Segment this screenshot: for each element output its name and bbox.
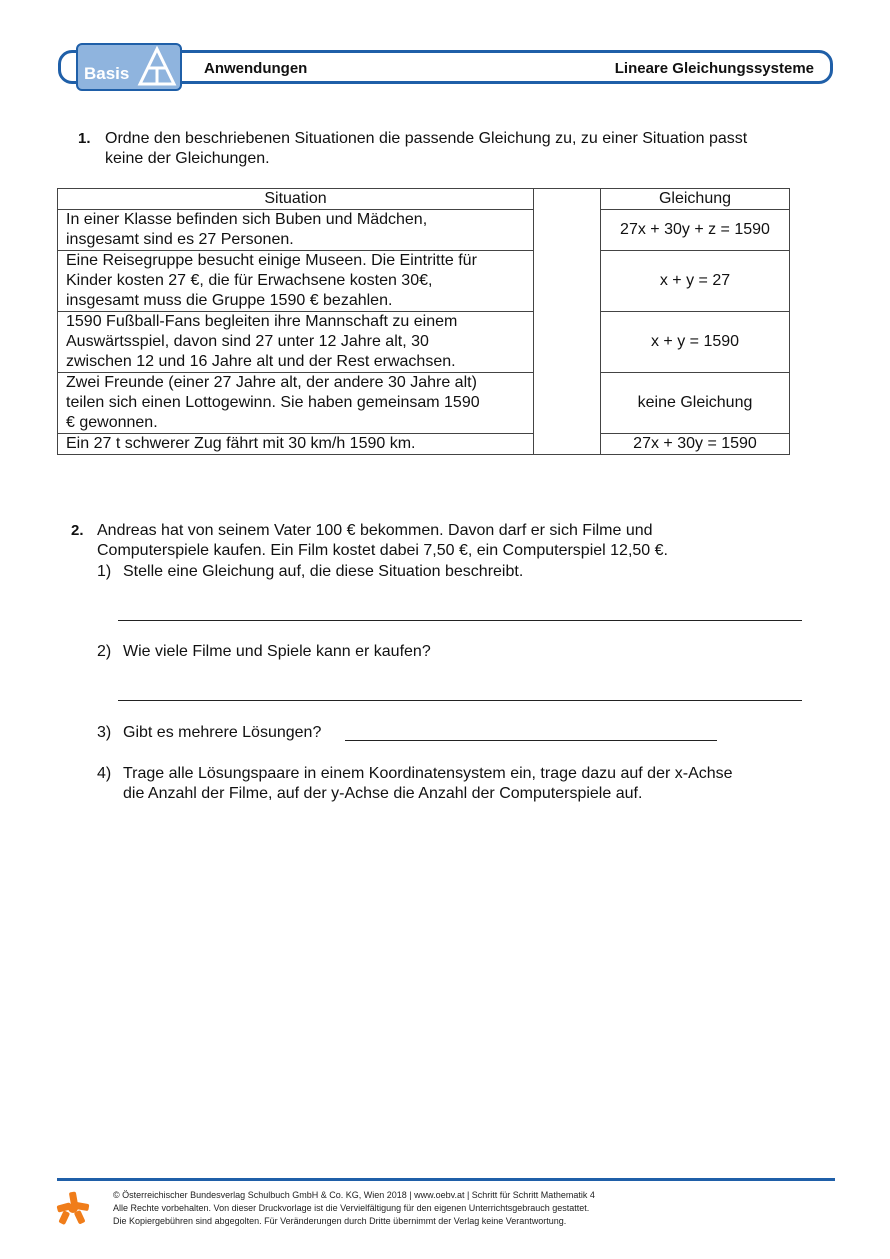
situation-cell: Ein 27 t schwerer Zug fährt mit 30 km/h 1590 km.	[58, 434, 534, 455]
table-row	[58, 434, 790, 455]
table-row	[58, 251, 790, 312]
task2-number: 2.	[71, 522, 84, 539]
footer-copyright: © Österreichischer Bundesverlag Schulbuch GmbH & Co. KG, Wien 2018 | www.oebv.at | Schritt für Schritt Mathematik 4 Alle Rechte vorbehalten. Von dieser Druckvorlage ist die Vervielfältigung für den eigenen Unterrichtsgebrauch gestattet. Die Kopiergebühren sind abgegolten. Für Veränderungen durch Dritte übernimmt der Verlag keine Verantwortung.	[113, 1190, 595, 1226]
situation-cell: In einer Klasse befinden sich Buben und Mädchen, insgesamt sind es 27 Personen.	[58, 210, 534, 251]
footer-rule	[57, 1178, 835, 1181]
situation-cell: 1590 Fußball-Fans begleiten ihre Mannschaft zu einem Auswärtsspiel, davon sind 27 unter 12 Jahre alt, 30 zwischen 12 und 16 Jahre alt und der Rest erwachsen.	[58, 312, 534, 373]
task2-intro-line1: Andreas hat von seinem Vater 100 € bekommen. Davon darf er sich Filme und	[97, 522, 653, 539]
matching-table	[57, 188, 790, 455]
table-row	[58, 312, 790, 373]
answer-line-1[interactable]	[118, 620, 802, 621]
question4-line2: die Anzahl der Filme, auf der y-Achse die Anzahl der Computerspiele auf.	[123, 785, 643, 802]
question3-number: 3)	[97, 724, 112, 741]
question4-line1: Trage alle Lösungspaare in einem Koordinatensystem ein, trage dazu auf der x-Achse	[123, 765, 733, 782]
header-topic: Anwendungen	[204, 60, 308, 77]
answer-line-3[interactable]	[345, 740, 717, 741]
question2-number: 2)	[97, 643, 112, 660]
equation-cell: keine Gleichung	[601, 373, 790, 434]
matching-gap-column	[534, 189, 601, 455]
task1-instruction-line2: keine der Gleichungen.	[105, 150, 270, 167]
triangle-level-icon	[136, 46, 178, 88]
answer-line-2[interactable]	[118, 700, 802, 701]
question4-number: 4)	[97, 765, 112, 782]
header-chapter: Lineare Gleichungssysteme	[614, 60, 814, 77]
situation-cell: Zwei Freunde (einer 27 Jahre alt, der andere 30 Jahre alt) teilen sich einen Lottogewinn. Sie haben gemeinsam 1590 € gewonnen.	[58, 373, 534, 434]
question1-text: Stelle eine Gleichung auf, die diese Situation beschreibt.	[123, 563, 524, 580]
equation-cell: x + y = 27	[601, 251, 790, 312]
task2-intro-line2: Computerspiele kaufen. Ein Film kostet dabei 7,50 €, ein Computerspiel 12,50 €.	[97, 542, 668, 559]
equation-cell: x + y = 1590	[601, 312, 790, 373]
question2-text: Wie viele Filme und Spiele kann er kaufen?	[123, 643, 431, 660]
column-header-situation: Situation	[58, 189, 534, 210]
publisher-logo-icon	[55, 1190, 91, 1226]
column-header-equation: Gleichung	[601, 189, 790, 210]
level-badge-label: Basis	[84, 64, 130, 83]
table-row	[58, 373, 790, 434]
table-row	[58, 210, 790, 251]
question3-text: Gibt es mehrere Lösungen?	[123, 724, 322, 741]
task1-number: 1.	[78, 130, 91, 147]
equation-cell: 27x + 30y + z = 1590	[601, 210, 790, 251]
task1-instruction-line1: Ordne den beschriebenen Situationen die passende Gleichung zu, zu einer Situation passt	[105, 130, 748, 147]
situation-cell: Eine Reisegruppe besucht einige Museen. Die Eintritte für Kinder kosten 27 €, die für Erwachsene kosten 30€, insgesamt muss die Gruppe 1590 € bezahlen.	[58, 251, 534, 312]
question1-number: 1)	[97, 563, 112, 580]
equation-cell: 27x + 30y = 1590	[601, 434, 790, 455]
